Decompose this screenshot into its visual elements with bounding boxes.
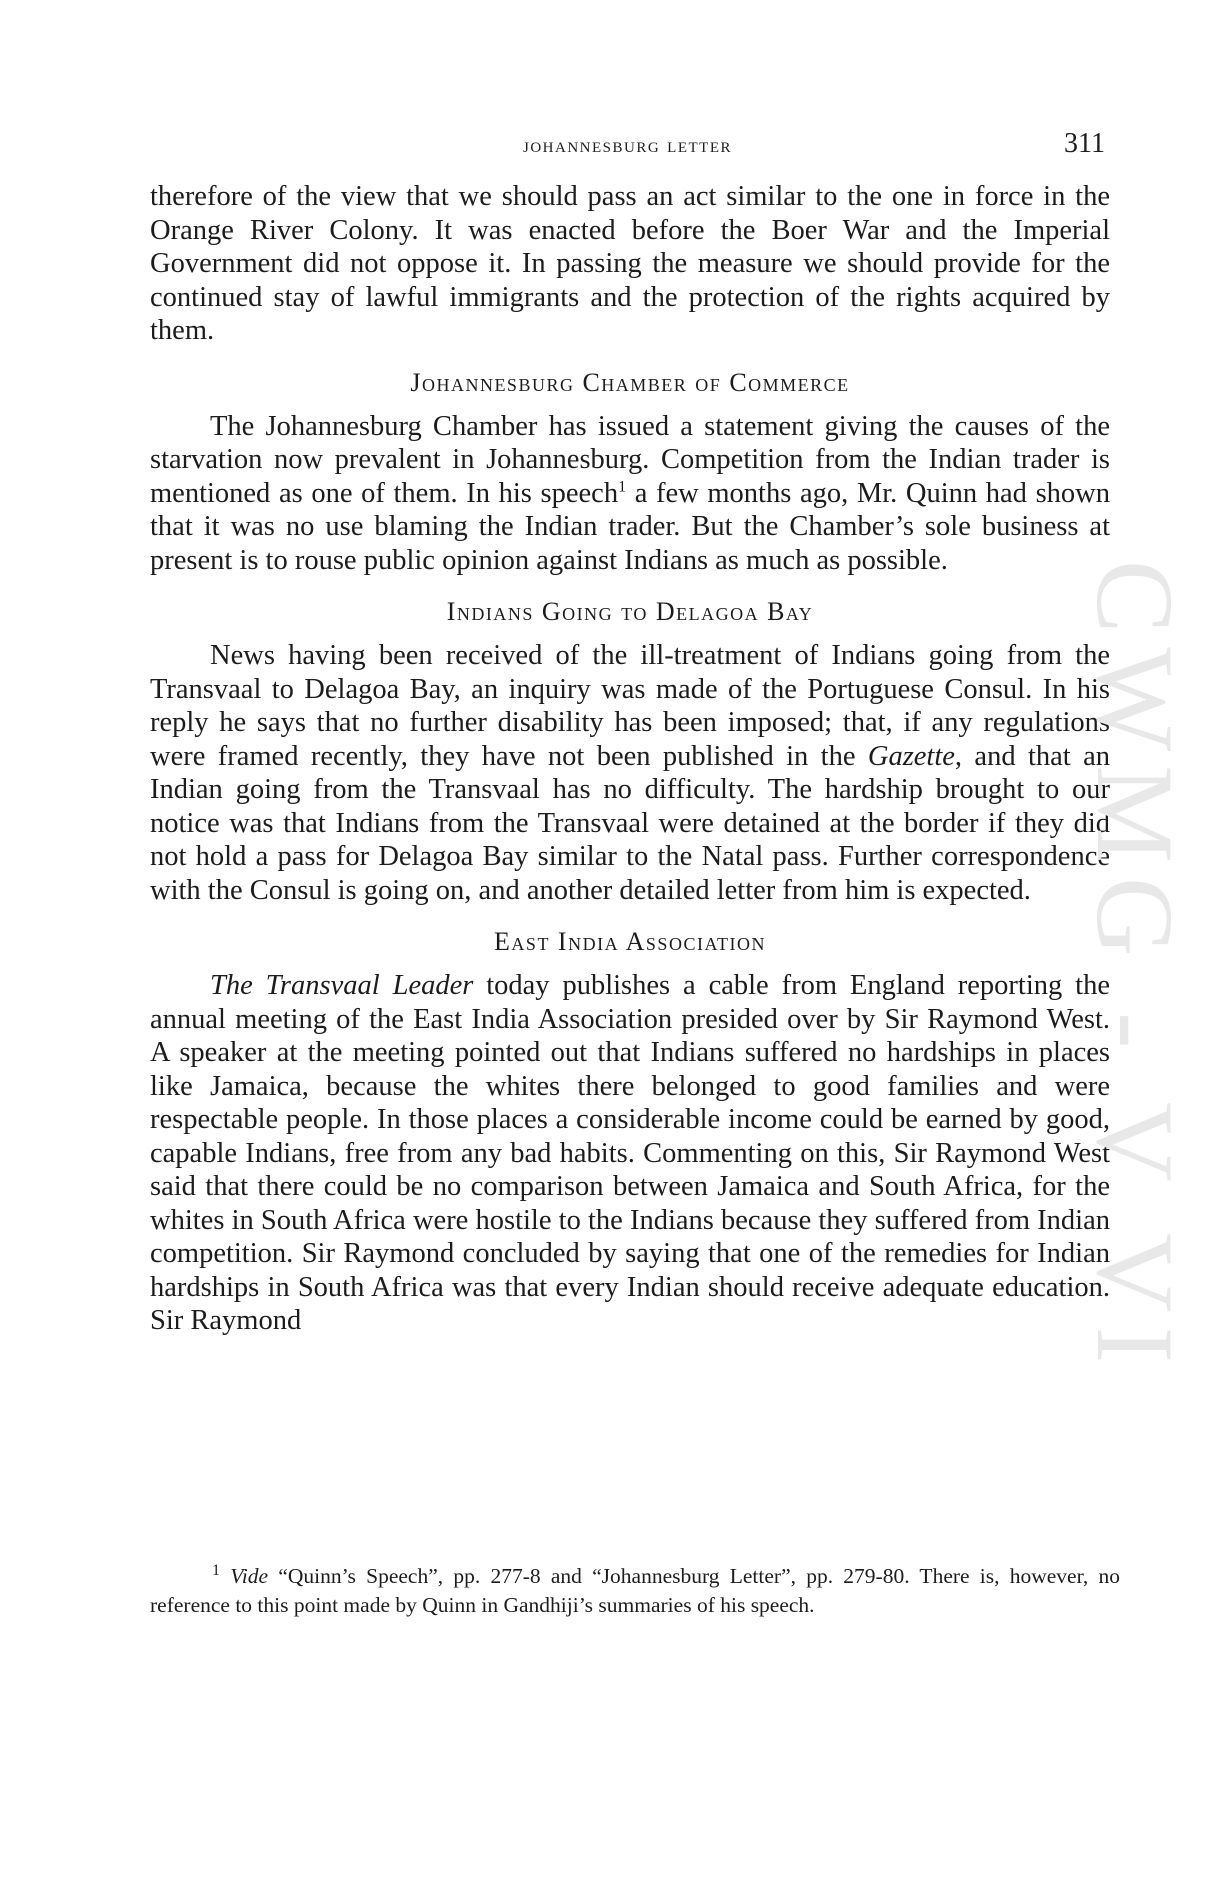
paragraph-delagoa bbox=[150, 639, 1110, 907]
page-body bbox=[150, 180, 1110, 1338]
paragraph-east-india bbox=[150, 969, 1110, 1338]
footnote-vide: Vide bbox=[230, 1564, 269, 1588]
running-title: johannesburg letter bbox=[523, 132, 732, 157]
intro-paragraph: therefore of the view that we should pass an act similar to the one in force in the Orange River Colony. It was enacted before the Boer War and the Imperial Government did not oppose it. In passing the measure we should provide for the continued stay of lawful immigrants and the protection of the rights acquired by them. bbox=[150, 181, 1110, 346]
paragraph-delagoa-text-a: News having been received of the ill-treatment of Indians going from the Transvaal to Delagoa Bay, an inquiry was made of the Portuguese Consul. In his reply he says that no further disability has been imposed; that, if any regulations were framed recently, they have not been published in the bbox=[150, 640, 1110, 772]
paragraph-chamber-text-b: a few months ago, Mr. Quinn had shown that it was no use blaming the Indian trader. But the Chamber’s sole business at present is to rouse public opinion against Indians as much as possible. bbox=[150, 477, 1110, 576]
paragraph-delagoa-text-b: , and that an Indian going from the Transvaal has no difficulty. The hardship brought to our notice was that Indians from the Transvaal were detained at the border if they did not hold a pass for Delagoa Bay similar to the Natal pass. Further correspondence with the Consul is going on, and another detailed letter from him is expected. bbox=[150, 740, 1110, 906]
footnote-marker: 1 bbox=[212, 1561, 220, 1579]
footnote-body: “Quinn’s Speech”, pp. 277-8 and “Johannesburg Letter”, pp. 279-80. There is, however, no reference to this point made by Quinn in Gandhiji’s summaries of his speech. bbox=[150, 1564, 1120, 1617]
page-number: 311 bbox=[1064, 128, 1105, 159]
section-heading-chamber: Johannesburg Chamber of Commerce bbox=[410, 367, 850, 397]
section-heading-east-india: East India Association bbox=[494, 927, 766, 956]
footnote-reference: 1 bbox=[618, 478, 627, 495]
paragraph-chamber bbox=[150, 410, 1110, 578]
gazette-title: Gazette bbox=[867, 740, 955, 772]
paragraph-east-india-text: today publishes a cable from England reporting the annual meeting of the East India Association presided over by Sir Raymond West. A speaker at the meeting pointed out that Indians suffered no hardships in places like Jamaica, because the whites there belonged to good families and were respectable people. In those places a considerable income could be earned by good, capable Indians, free from any bad habits. Commenting on this, Sir Raymond West said that there could be no comparison between Jamaica and South Africa, for the whites in South Africa were hostile to the Indians because they suffered from Indian competition. Sir Raymond concluded by saying that one of the remedies for Indian hardships in South Africa was that every Indian should receive adequate education. Sir Raymond bbox=[150, 970, 1110, 1336]
running-head bbox=[150, 128, 1105, 166]
paragraph-chamber-text-a: The Johannesburg Chamber has issued a statement giving the causes of the starvation now prevalent in Johannesburg. Competition from the Indian trader is mentioned as one of them. In his speech bbox=[150, 410, 1110, 509]
section-heading-delagoa: Indians Going to Delagoa Bay bbox=[446, 597, 814, 626]
transvaal-leader-title: The Transvaal Leader bbox=[210, 970, 474, 1001]
watermark-stamp: CWMG - V VI bbox=[1074, 560, 1196, 1378]
footnote-text bbox=[150, 1562, 1120, 1620]
footnote bbox=[150, 1562, 1120, 1620]
